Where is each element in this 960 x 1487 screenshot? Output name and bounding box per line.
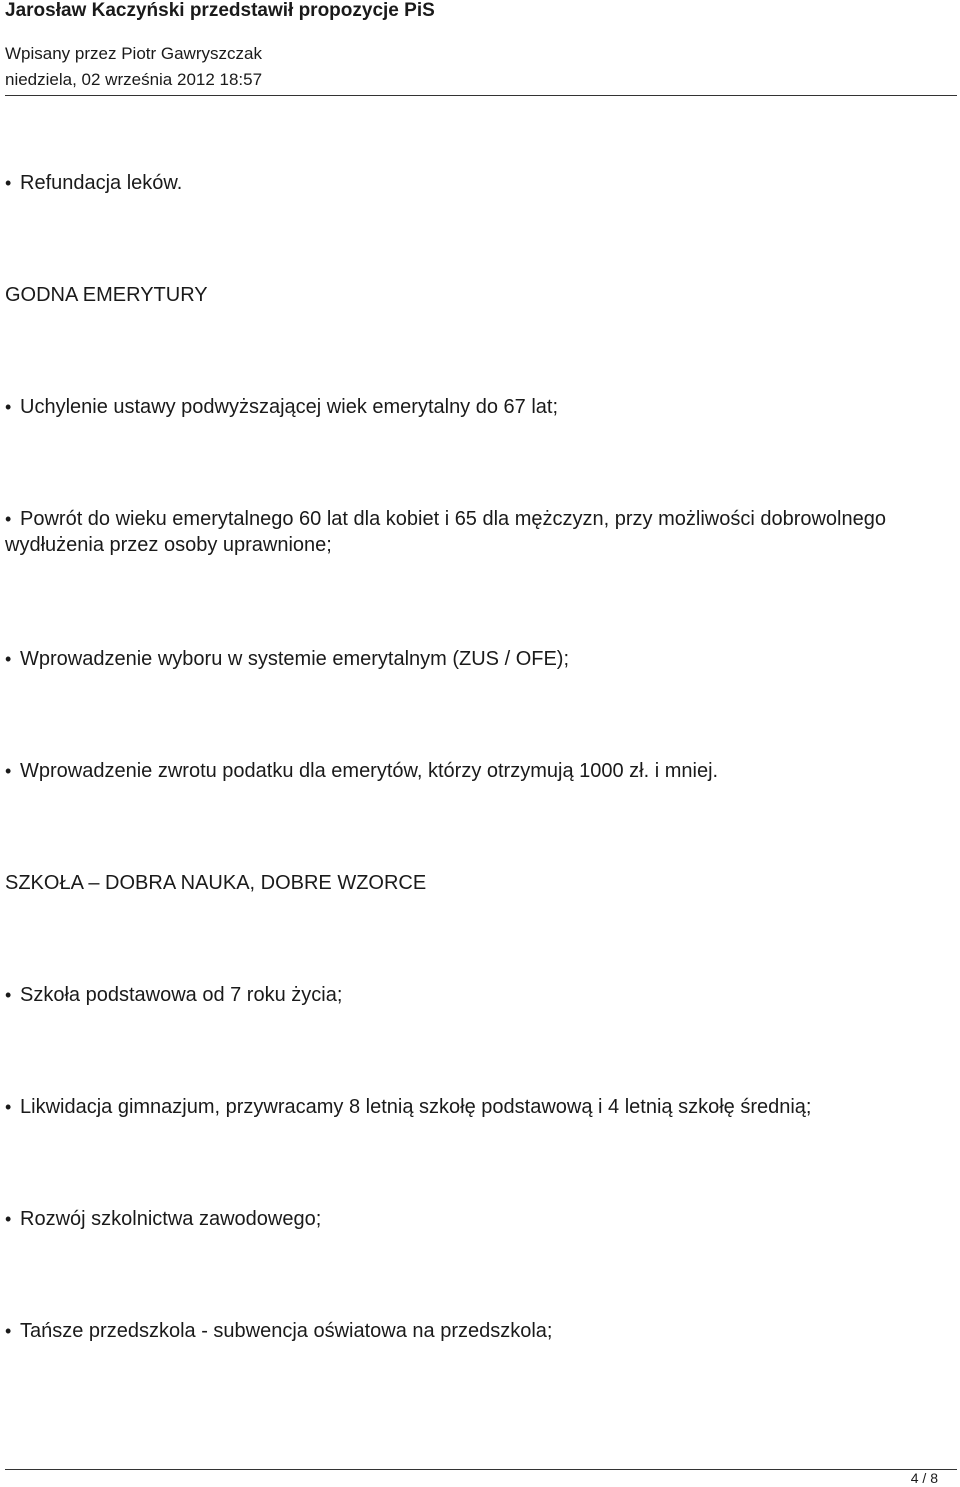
bullet-icon: •: [5, 1097, 12, 1117]
list-item-text: Likwidacja gimnazjum, przywracamy 8 letnią szkołę podstawową i 4 letnią szkołę średnią;: [20, 1096, 812, 1118]
list-item-text: Wprowadzenie wyboru w systemie emerytalnym (ZUS / OFE);: [20, 648, 570, 670]
bullet-icon: •: [5, 397, 12, 417]
section-heading: GODNA EMERYTURY: [5, 284, 208, 306]
list-item-text: Refundacja leków.: [20, 172, 183, 194]
list-item-text: Uchylenie ustawy podwyższającej wiek emerytalny do 67 lat;: [20, 396, 559, 418]
list-item: [5, 982, 342, 1008]
list-item-text: Szkoła podstawowa od 7 roku życia;: [20, 984, 343, 1006]
date-line: niedziela, 02 września 2012 18:57: [5, 70, 263, 89]
list-item-text: Powrót do wieku emerytalnego 60 lat dla kobiet i 65 dla mężczyzn, przy możliwości dobrowolnego wydłużenia przez osoby uprawnione;: [5, 508, 886, 556]
footer-divider: [5, 1469, 957, 1470]
list-item: [5, 1318, 553, 1344]
bullet-icon: •: [5, 173, 12, 193]
section-heading: SZKOŁA – DOBRA NAUKA, DOBRE WZORCE: [5, 872, 427, 894]
bullet-icon: •: [5, 985, 12, 1005]
page-number: 4 / 8: [910, 1470, 938, 1486]
list-item: [5, 646, 569, 672]
list-item-text: Wprowadzenie zwrotu podatku dla emerytów, którzy otrzymują 1000 zł. i mniej.: [20, 760, 719, 782]
list-item: [5, 170, 182, 196]
bullet-icon: •: [5, 1209, 12, 1229]
bullet-icon: •: [5, 1321, 12, 1341]
list-item: [5, 758, 718, 784]
bullet-icon: •: [5, 509, 12, 529]
author-line: Wpisany przez Piotr Gawryszczak: [5, 44, 262, 63]
bullet-icon: •: [5, 649, 12, 669]
list-item: [5, 394, 558, 420]
bullet-icon: •: [5, 761, 12, 781]
list-item-text: Rozwój szkolnictwa zawodowego;: [20, 1208, 322, 1230]
header-divider: [5, 95, 957, 96]
list-item: [5, 1094, 811, 1120]
page-title: Jarosław Kaczyński przedstawił propozycje PiS: [5, 0, 435, 21]
list-item-text: Tańsze przedszkola - subwencja oświatowa na przedszkola;: [20, 1320, 553, 1342]
list-item: [5, 1206, 321, 1232]
list-item: [5, 506, 905, 558]
